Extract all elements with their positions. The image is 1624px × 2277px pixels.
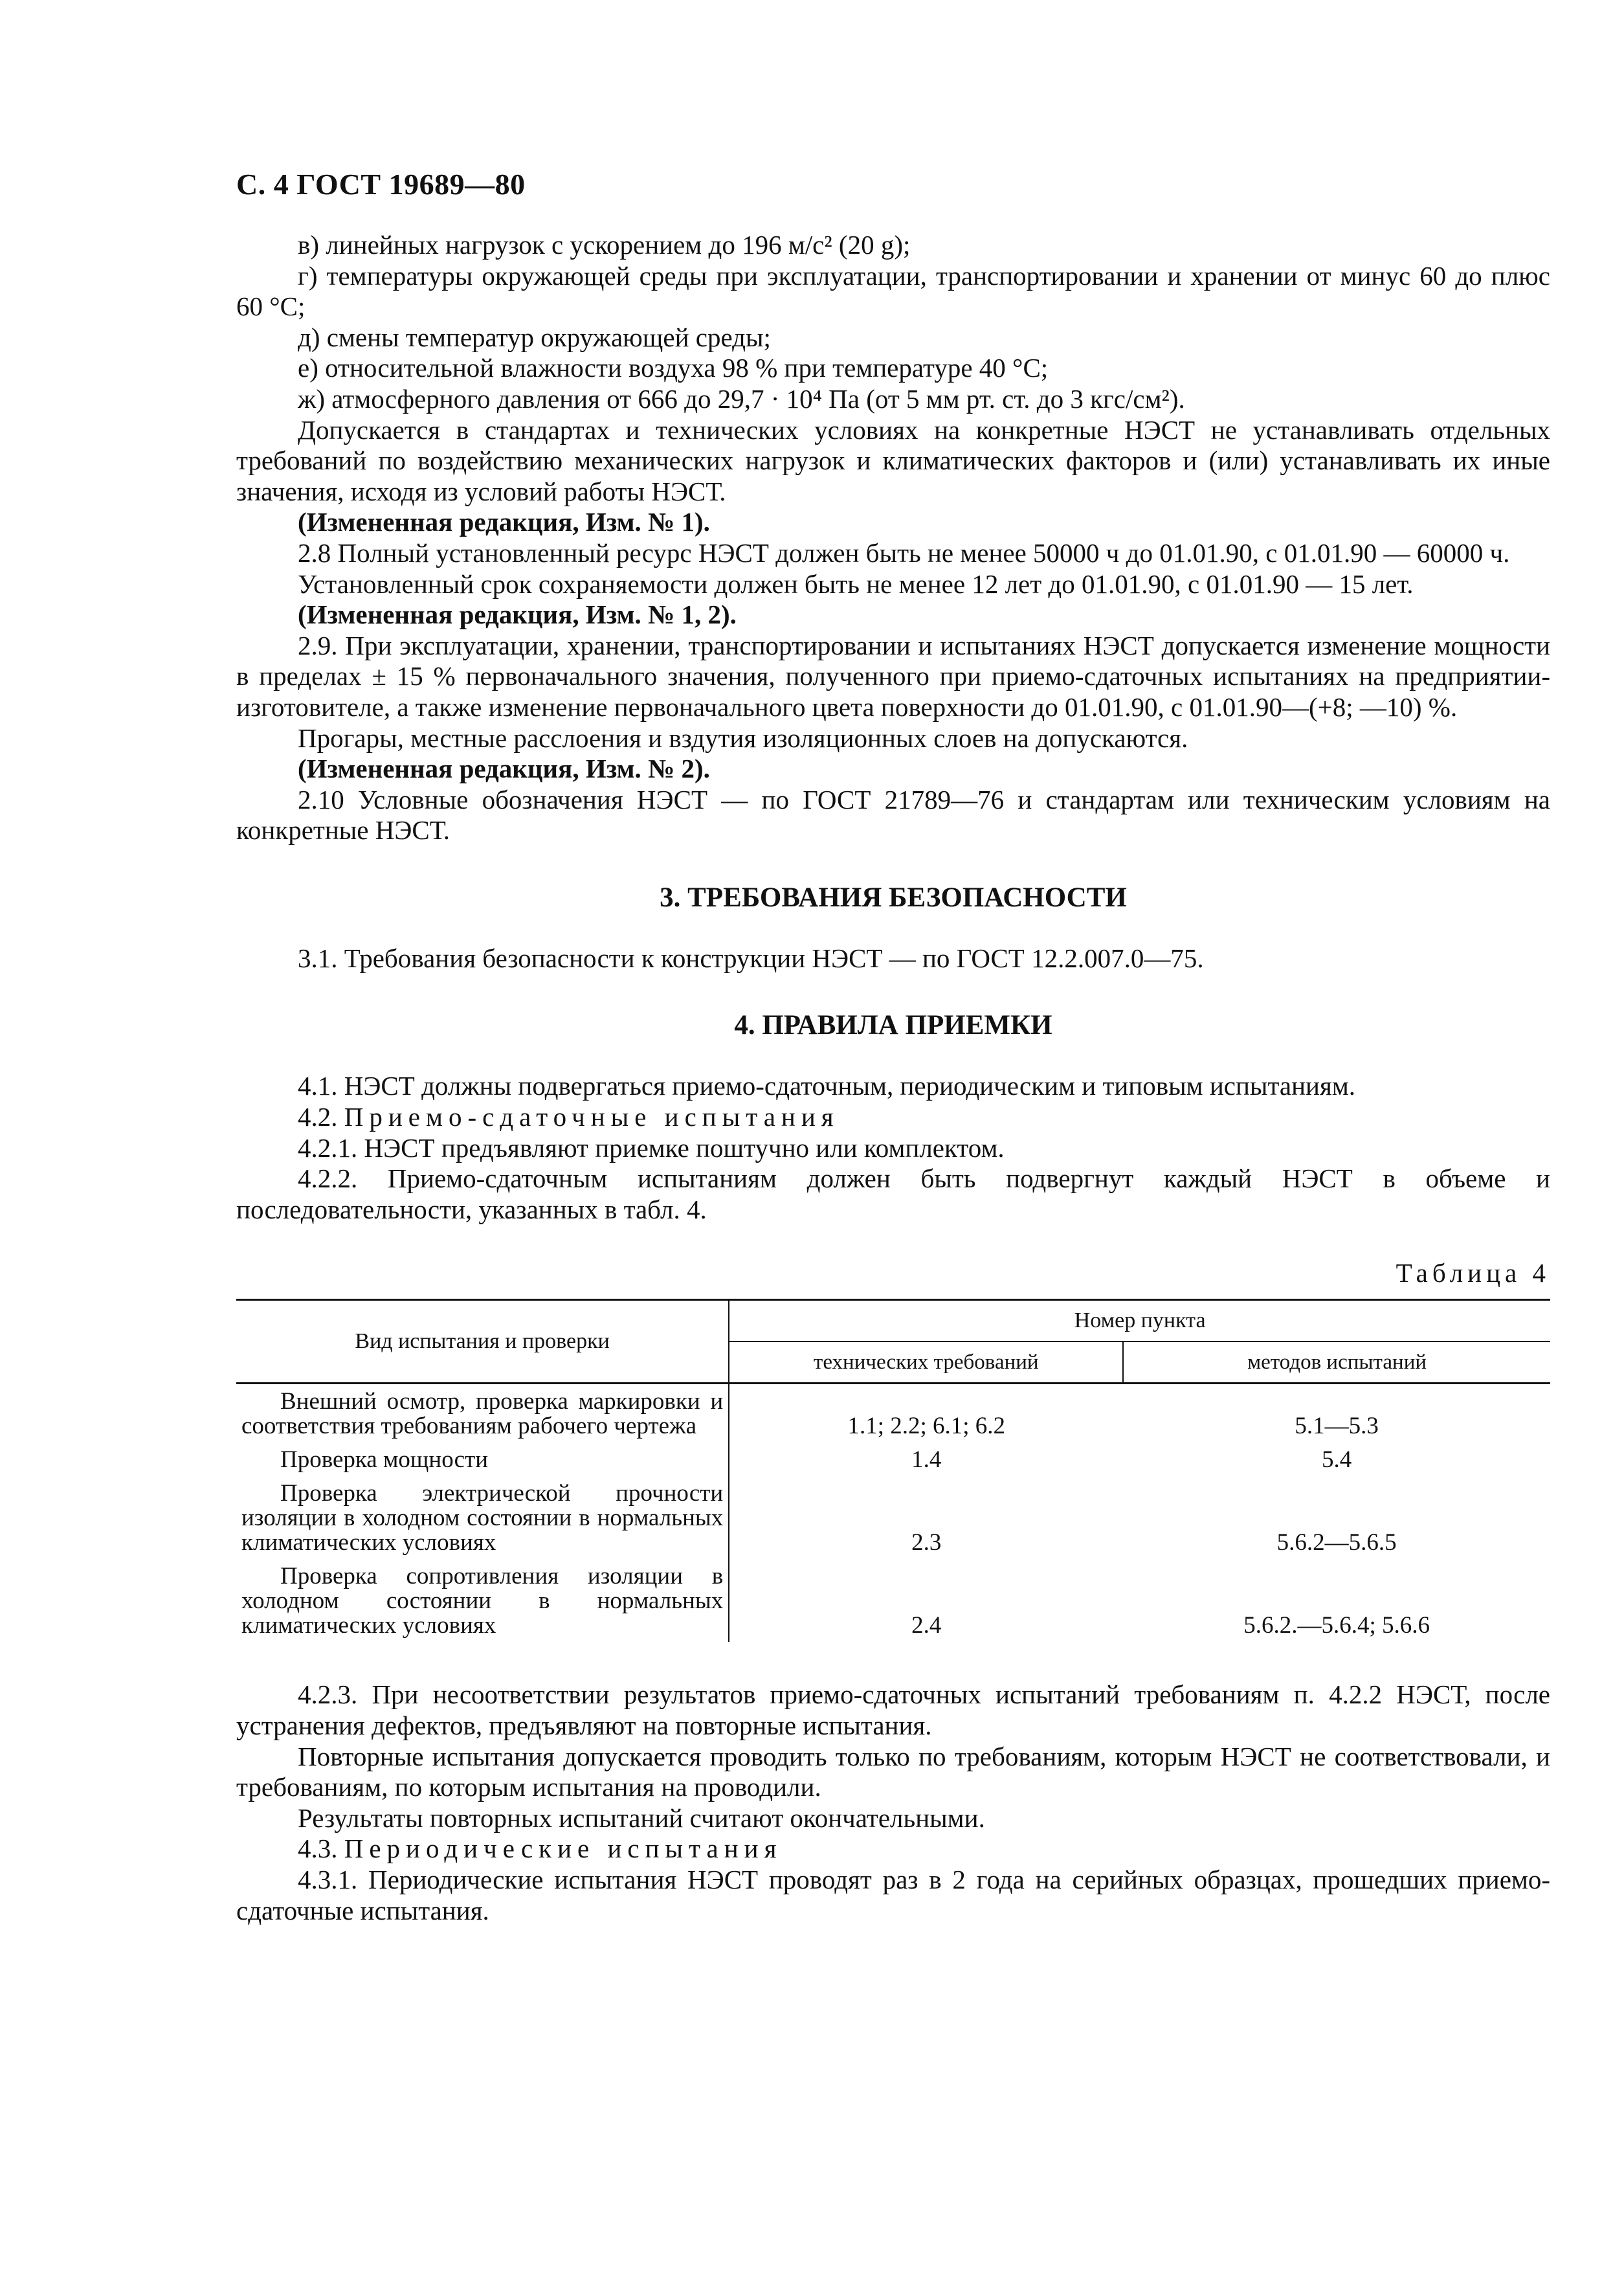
paragraph: 4.2.1. НЭСТ предъявляют приемке поштучно или комплектом.: [298, 1132, 1005, 1163]
table-row: [236, 1559, 1550, 1642]
document-page: [236, 165, 1550, 1926]
paragraph: 4.2.3. При несоответствии результатов приемо-сдаточных испытаний требованиям п. 4.2.2 НЭСТ, после устранения дефектов, предъявляют на повторные испытания.: [236, 1679, 1550, 1741]
column-header-requirements: технических требований: [729, 1341, 1123, 1384]
paragraph: в) линейных нагрузок с ускорением до 196 м/с² (20 g);: [298, 230, 911, 260]
column-header-test: Вид испытания и проверки: [236, 1300, 729, 1384]
amendment-note: (Измененная редакция, Изм. № 2).: [298, 754, 710, 784]
section-3-heading: 3. ТРЕБОВАНИЯ БЕЗОПАСНОСТИ: [660, 882, 1127, 913]
paragraph: Установленный срок сохраняемости должен быть не менее 12 лет до 01.01.90, с 01.01.90 — 15 лет.: [298, 568, 1414, 599]
column-group-header: Номер пункта: [729, 1300, 1550, 1342]
top-paragraphs: [236, 230, 1550, 846]
paragraph: Повторные испытания допускается проводить только по требованиям, которым НЭСТ не соответствовали, и требованиям, по которым испытания на проводили.: [236, 1741, 1550, 1802]
table-cell-test: Проверка сопротивления изоляции в холодном состоянии в нормальных климатических условиях: [236, 1559, 729, 1642]
paragraph: 2.9. При эксплуатации, хранении, транспортировании и испытаниях НЭСТ допускается изменение мощности в пределах ± 15 % первоначального значения, полученного при приемо-сдаточных испытаниях на предприятии-изготовителе, а также изменение первоначального цвета поверхности до 01.01.90, с 01.01.90—(+8; —10) %.: [236, 630, 1550, 722]
paragraph: е) относительной влажности воздуха 98 % при температуре 40 °С;: [298, 353, 1049, 383]
table-cell-method: 5.6.2.—5.6.4; 5.6.6: [1243, 1612, 1430, 1639]
acceptance-tests-table: [236, 1299, 1550, 1642]
table-cell-test: Внешний осмотр, проверка маркировки и соответствия требованиям рабочего чертежа: [236, 1384, 729, 1443]
paragraph: Результаты повторных испытаний считают окончательными.: [298, 1802, 985, 1833]
table-cell-test: Проверка электрической прочности изоляции в холодном состоянии в нормальных климатических условиях: [236, 1476, 729, 1559]
table-cell-requirement: 2.3: [911, 1529, 942, 1556]
paragraph: 4.1. НЭСТ должны подвергаться приемо-сдаточным, периодическим и типовым испытаниям.: [298, 1071, 1356, 1101]
paragraph: Прогары, местные расслоения и вздутия изоляционных слоев на допускаются.: [298, 723, 1188, 753]
section-4-heading: 4. ПРАВИЛА ПРИЕМКИ: [734, 1010, 1052, 1041]
table-cell-requirement: 1.4: [911, 1446, 942, 1474]
table-row: [236, 1384, 1550, 1443]
subsection-title: Периодические испытания: [344, 1834, 783, 1864]
subsection-number: 4.2.: [298, 1102, 338, 1132]
paragraph: ж) атмосферного давления от 666 до 29,7 · 10⁴ Па (от 5 мм рт. ст. до 3 кгс/см²).: [298, 383, 1185, 414]
bottom-paragraphs: [236, 1679, 1550, 1926]
subsection-heading: [236, 1834, 1550, 1865]
page-header: С. 4 ГОСТ 19689—80: [236, 168, 526, 201]
table-cell-method: 5.1—5.3: [1295, 1413, 1379, 1440]
paragraph: 3.1. Требования безопасности к конструкции НЭСТ — по ГОСТ 12.2.007.0—75.: [298, 943, 1204, 973]
amendment-note: (Измененная редакция, Изм. № 1, 2).: [298, 600, 737, 630]
table-cell-method: 5.4: [1322, 1446, 1352, 1474]
paragraph: 2.10 Условные обозначения НЭСТ — по ГОСТ 21789—76 и стандартам или техническим условиям на конкретные НЭСТ.: [236, 784, 1550, 846]
table-row: [236, 1442, 1550, 1476]
subsection-number: 4.3.: [298, 1834, 338, 1864]
table-cell-requirement: 2.4: [911, 1612, 942, 1639]
table-cell-method: 5.6.2—5.6.5: [1276, 1529, 1397, 1556]
amendment-note: (Измененная редакция, Изм. № 1).: [298, 507, 710, 537]
paragraph: г) температуры окружающей среды при эксплуатации, транспортировании и хранении от минус 60 до плюс 60 °С;: [236, 260, 1550, 322]
table-caption: Таблица 4: [1396, 1258, 1550, 1288]
table-cell-test: Проверка мощности: [236, 1442, 729, 1476]
column-header-methods: методов испытаний: [1123, 1341, 1550, 1384]
paragraph: д) смены температур окружающей среды;: [298, 322, 771, 352]
paragraph: 4.3.1. Периодические испытания НЭСТ проводят раз в 2 года на серийных образцах, прошедших приемо-сдаточные испытания.: [236, 1865, 1550, 1925]
paragraph: 4.2.2. Приемо-сдаточным испытаниям должен быть подвергнут каждый НЭСТ в объеме и последовательности, указанных в табл. 4.: [236, 1163, 1550, 1224]
table-cell-requirement: 1.1; 2.2; 6.1; 6.2: [847, 1413, 1006, 1440]
paragraph: Допускается в стандартах и технических условиях на конкретные НЭСТ не устанавливать отдельных требований по воздействию механических нагрузок и климатических факторов и (или) устанавливать их иные значения, исходя из условий работы НЭСТ.: [236, 414, 1550, 506]
table-row: [236, 1476, 1550, 1559]
subsection-heading: [236, 1102, 1550, 1133]
subsection-title: Приемо-сдаточные испытания: [344, 1102, 840, 1132]
paragraph: 2.8 Полный установленный ресурс НЭСТ должен быть не менее 50000 ч до 01.01.90, с 01.01.90 — 60000 ч.: [298, 537, 1510, 568]
